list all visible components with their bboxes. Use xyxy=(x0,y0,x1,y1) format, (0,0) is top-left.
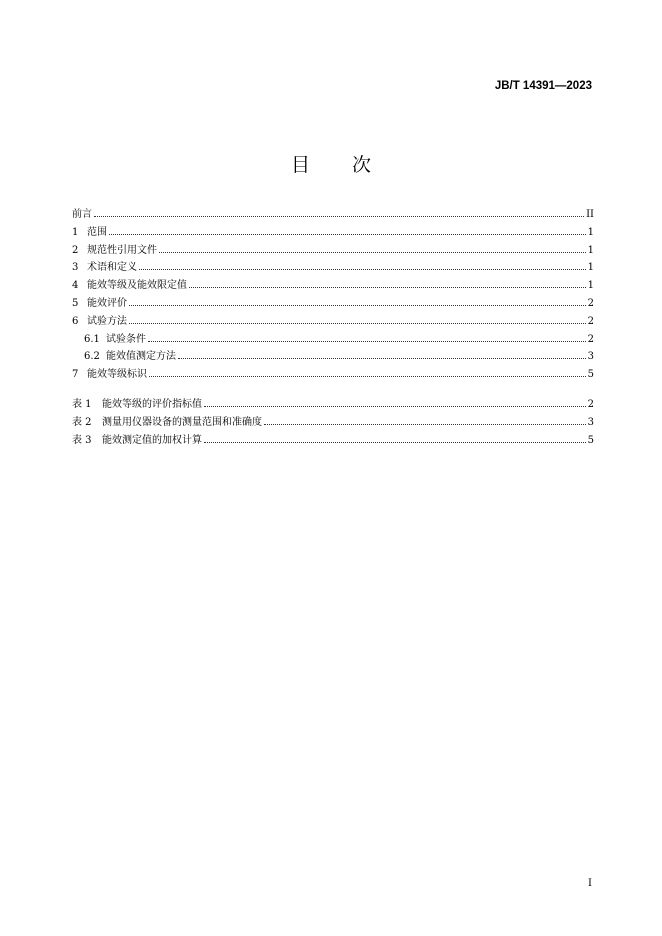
toc-entry-number: 6.2 xyxy=(84,351,100,363)
dot-leader xyxy=(129,305,586,306)
table-entry-number: 表 3 xyxy=(72,434,92,446)
page-number: I xyxy=(588,878,592,889)
toc-entry-number: 4 xyxy=(72,280,79,292)
toc-entry[interactable] xyxy=(72,242,594,260)
toc-entry-number: 5 xyxy=(72,297,79,309)
dot-leader xyxy=(149,376,586,377)
toc-entry-title: 能效等级及能效限定值 xyxy=(87,280,187,292)
toc-entry[interactable] xyxy=(72,313,594,331)
toc-entry[interactable] xyxy=(72,348,594,366)
toc-entry-title: 术语和定义 xyxy=(87,262,137,274)
toc-entry[interactable] xyxy=(72,331,594,349)
table-entry-title: 测量用仪器设备的测量范围和准确度 xyxy=(102,416,262,428)
toc-entry-title: 范围 xyxy=(87,226,107,238)
dot-leader xyxy=(148,341,586,342)
toc-entry-page: 2 xyxy=(587,315,594,327)
dot-leader xyxy=(264,424,586,425)
toc-entry-page: 1 xyxy=(587,262,594,274)
toc-entry-title: 规范性引用文件 xyxy=(87,244,157,256)
dot-leader xyxy=(189,287,586,288)
table-entry-number: 表 2 xyxy=(72,416,92,428)
toc-entry-page: 2 xyxy=(587,297,594,309)
toc-entry-page: II xyxy=(586,209,594,220)
toc-entry-title: 能效等级标识 xyxy=(87,369,147,381)
table-entry-title: 能效测定值的加权计算 xyxy=(102,434,202,446)
toc-entry-title: 试验方法 xyxy=(87,315,127,327)
toc-entry[interactable] xyxy=(72,259,594,277)
table-list xyxy=(72,396,594,449)
dot-leader xyxy=(139,269,586,270)
dot-leader xyxy=(204,406,586,407)
toc-entry-page: 3 xyxy=(587,351,594,363)
table-entry[interactable] xyxy=(72,432,594,450)
toc-entry-number: 2 xyxy=(72,244,79,256)
toc-entry-number: 6 xyxy=(72,315,79,327)
toc-entry-page: 1 xyxy=(587,244,594,256)
toc-entry[interactable] xyxy=(72,277,594,295)
toc-entry-number: 6.1 xyxy=(84,333,100,345)
toc-entry[interactable] xyxy=(72,295,594,313)
toc-entry-page: 1 xyxy=(587,280,594,292)
toc-title: 目次 xyxy=(290,154,413,176)
toc-entry-page: 2 xyxy=(587,333,594,345)
dot-leader xyxy=(159,252,586,253)
dot-leader xyxy=(178,358,586,359)
toc-entry-title: 能效评价 xyxy=(87,297,127,309)
toc-list xyxy=(72,206,594,384)
dot-leader xyxy=(129,323,586,324)
table-entry-page: 5 xyxy=(587,434,594,446)
toc-entry[interactable] xyxy=(72,206,594,224)
toc-entry-title: 能效值测定方法 xyxy=(106,351,176,363)
dot-leader xyxy=(204,442,586,443)
toc-entry-title: 前言 xyxy=(72,209,92,220)
table-entry-title: 能效等级的评价指标值 xyxy=(102,399,202,410)
table-entry[interactable] xyxy=(72,414,594,432)
table-entry-page: 2 xyxy=(587,399,594,410)
table-entry[interactable] xyxy=(72,396,594,414)
dot-leader xyxy=(94,216,584,217)
table-entry-number: 表 1 xyxy=(72,399,92,410)
toc-entry[interactable] xyxy=(72,224,594,242)
toc-entry-number: 3 xyxy=(72,262,79,274)
toc-entry-number: 1 xyxy=(72,226,79,238)
table-entry-page: 3 xyxy=(587,416,594,428)
toc-entry-number: 7 xyxy=(72,369,79,381)
toc-entry-page: 5 xyxy=(587,369,594,381)
toc-entry-title: 试验条件 xyxy=(106,333,146,345)
dot-leader xyxy=(109,234,586,235)
toc-entry-page: 1 xyxy=(587,226,594,238)
standard-code: JB/T 14391—2023 xyxy=(494,80,592,92)
toc-entry[interactable] xyxy=(72,366,594,384)
